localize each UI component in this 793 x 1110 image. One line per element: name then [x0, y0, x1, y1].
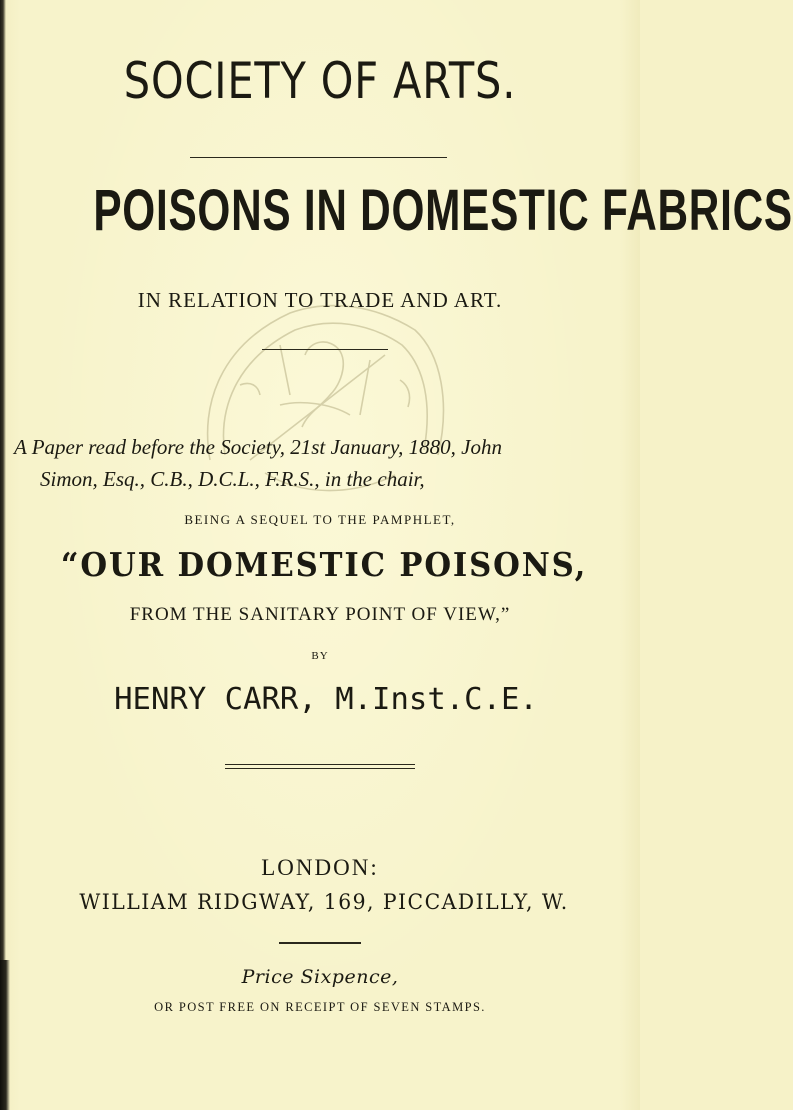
price-divider: [279, 942, 361, 944]
sequel-intro: BEING A SEQUEL TO THE PAMPHLET,: [184, 512, 456, 527]
author-name: HENRY CARR, M.Inst.C.E.: [114, 682, 538, 717]
double-rule-top: [225, 764, 415, 765]
price-label: Price Sixpence,: [241, 966, 399, 988]
top-divider: [190, 157, 447, 158]
double-rule-bottom: [225, 768, 415, 769]
society-heading: SOCIETY OF ARTS.: [123, 52, 517, 110]
imprint-city: LONDON:: [261, 855, 379, 880]
paper-description: [14, 431, 640, 495]
subtitle-divider: [262, 349, 388, 350]
publisher-line: WILLIAM RIDGWAY, 169, PICCADILLY, W.: [79, 890, 569, 914]
binding-edge: [0, 0, 6, 1110]
subtitle: IN RELATION TO TRADE AND ART.: [137, 288, 503, 312]
by-label: BY: [311, 650, 329, 662]
postage-note: OR POST FREE ON RECEIPT OF SEVEN STAMPS.: [154, 1000, 486, 1014]
pamphlet-subtitle: FROM THE SANITARY POINT OF VIEW,”: [129, 604, 511, 625]
description-line-1: A Paper read before the Society, 21st January, 1880, John: [14, 435, 502, 459]
pamphlet-title: “OUR DOMESTIC POISONS,: [60, 545, 588, 584]
description-line-2: Simon, Esq., C.B., D.C.L., F.R.S., in the chair,: [40, 467, 425, 491]
main-title: POISONS IN DOMESTIC FABRICS: [93, 178, 793, 243]
